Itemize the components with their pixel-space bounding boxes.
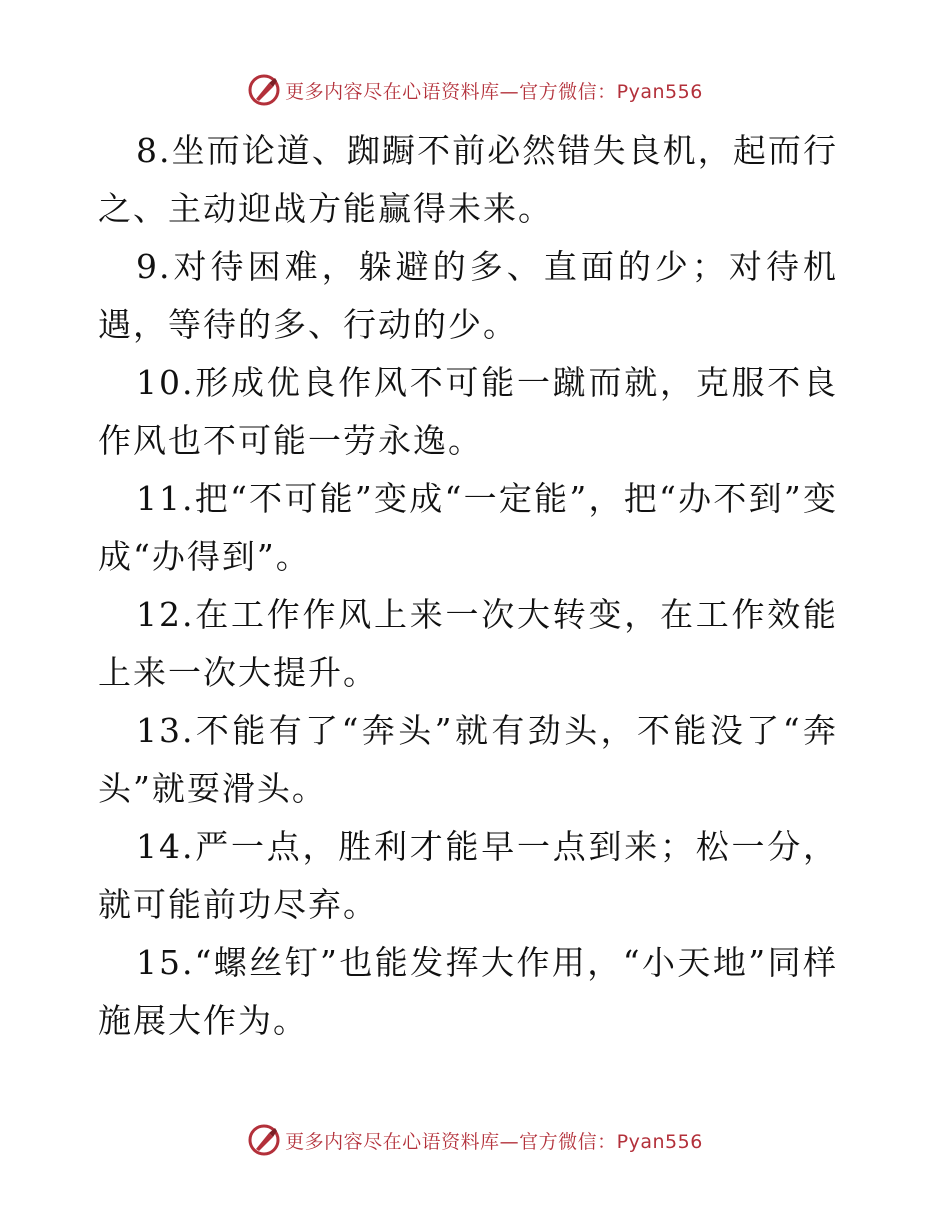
- pen-nib-logo-icon: [247, 1123, 281, 1157]
- document-body: [98, 122, 838, 1050]
- list-item: 15.“螺丝钉”也能发挥大作用，“小天地”同样施展大作为。: [98, 943, 838, 1040]
- list-item: 9.对待困难，躲避的多、直面的少；对待机遇，等待的多、行动的少。: [98, 247, 838, 344]
- footer-banner: [0, 1120, 950, 1160]
- list-item: 10.形成优良作风不可能一蹴而就，克服不良作风也不可能一劳永逸。: [98, 363, 838, 460]
- list-item: 14.严一点，胜利才能早一点到来；松一分，就可能前功尽弃。: [98, 827, 838, 924]
- pen-nib-logo-icon: [247, 73, 281, 107]
- list-item: 11.把“不可能”变成“一定能”，把“办不到”变成“办得到”。: [98, 479, 838, 576]
- footer-banner-text: 更多内容尽在心语资料库—官方微信：Pyan556: [285, 1130, 703, 1153]
- list-item: 13.不能有了“奔头”就有劲头，不能没了“奔头”就耍滑头。: [98, 711, 838, 808]
- list-item: 8.坐而论道、踟蹰不前必然错失良机，起而行之、主动迎战方能赢得未来。: [98, 131, 838, 228]
- header-banner-text: 更多内容尽在心语资料库—官方微信：Pyan556: [285, 80, 703, 103]
- header-banner: [0, 70, 950, 110]
- list-item: 12.在工作作风上来一次大转变，在工作效能上来一次大提升。: [98, 595, 838, 692]
